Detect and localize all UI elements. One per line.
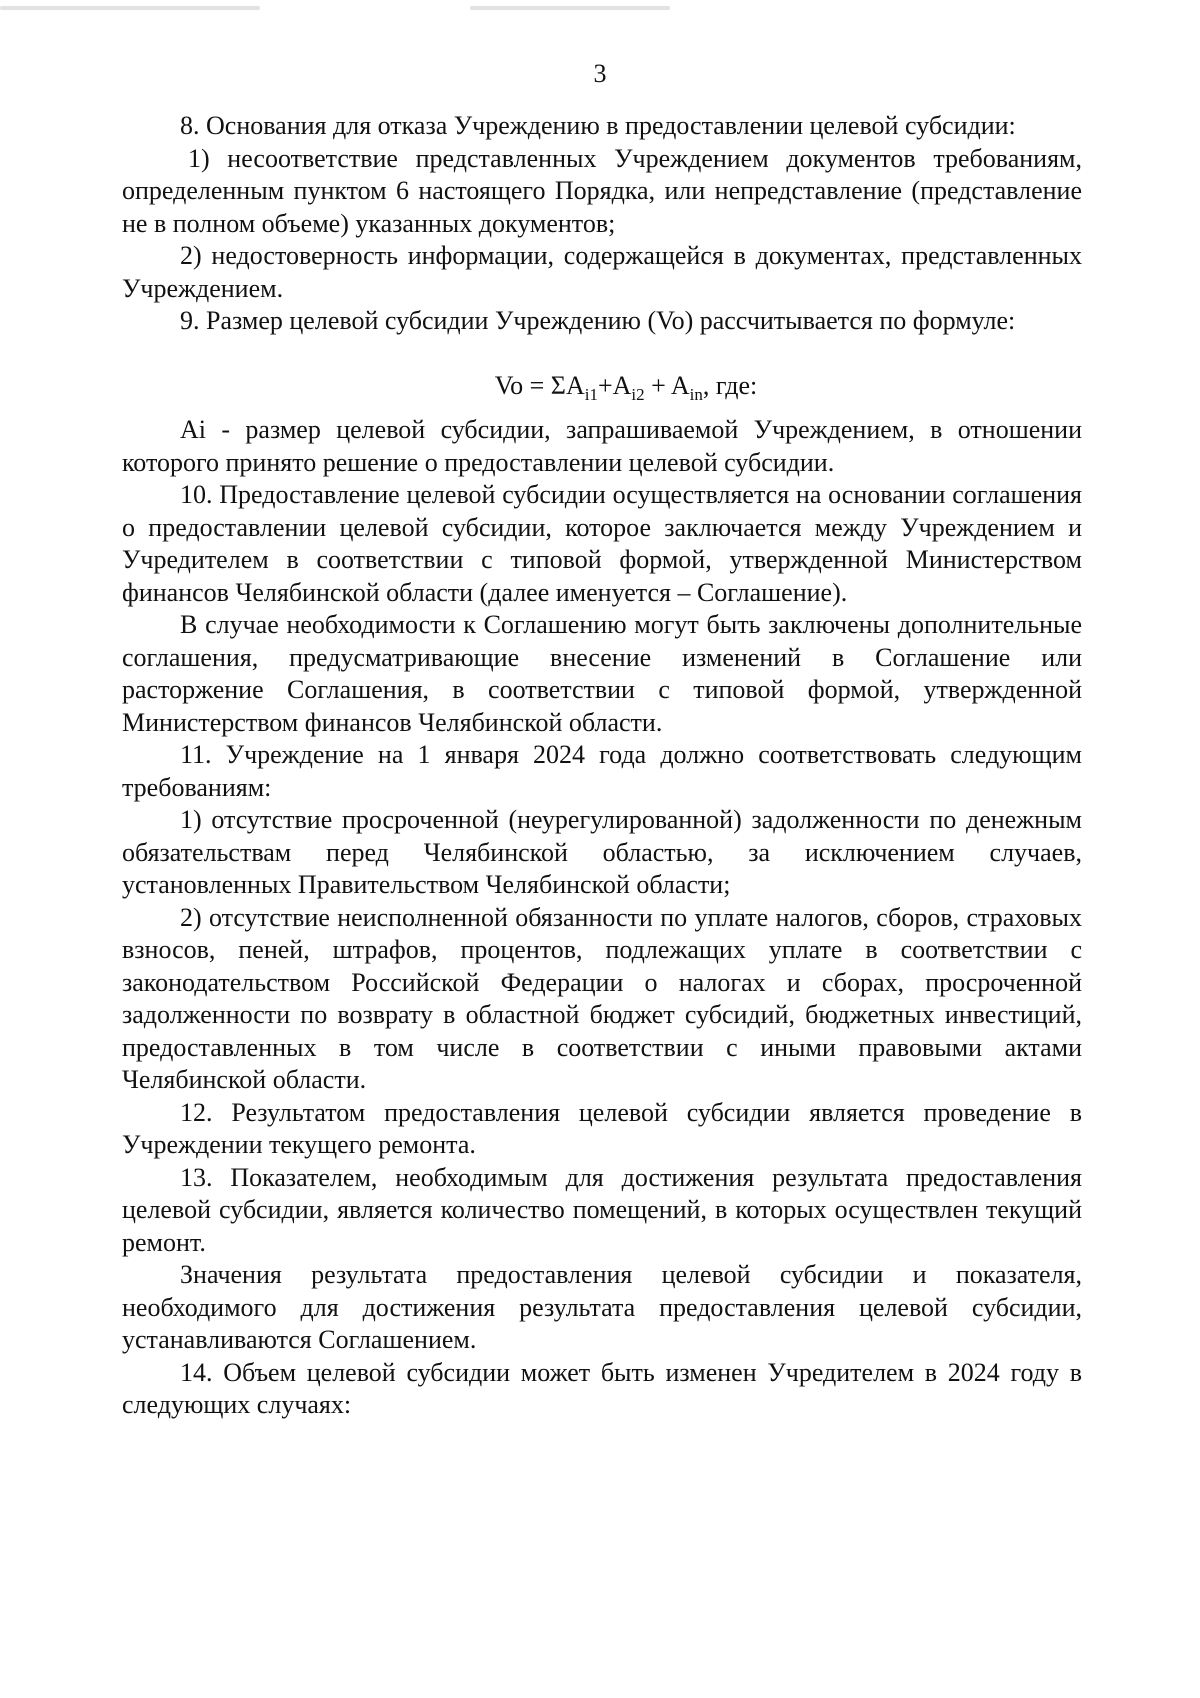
formula-plus-2: + A — [644, 370, 690, 400]
formula-definition-ai: Ai - размер целевой субсидии, запрашиваемой Учреждением, в отношении которого принято решение о предоставлении целевой субсидии. — [122, 415, 1082, 477]
paragraph-9: 9. Размер целевой субсидии Учреждению (Vo) рассчитывается по формуле: — [180, 306, 1016, 335]
paragraph-11-item-2: 2) отсутствие неисполненной обязанности по уплате налогов, сборов, страховых взносов, пеней, штрафов, процентов, подлежащих уплате в соответствии с законодательством Российской Федерации о налогах и сборах, просроченной задолженности по возврату в областной бюджет субсидий, бюджетных инвестиций, предоставленных в том числе в соответствии с иными правовыми актами Челябинской области. — [122, 902, 1082, 1094]
formula-plus-1: +A — [597, 370, 632, 400]
formula-sub-i2: i2 — [631, 384, 645, 404]
formula-lhs: Vo = ΣA — [494, 370, 585, 400]
paragraph-8-item-1: 1) несоответствие представленных Учреждением документов требованиям, определенным пунктом 6 настоящего Порядка, или непредставление (представление не в полном объеме) указанных документов; — [122, 143, 1082, 238]
paragraph-8-item-2: 2) недостоверность информации, содержащейся в документах, представленных Учреждением. — [122, 241, 1082, 303]
paragraph-14: 14. Объем целевой субсидии может быть изменен Учредителем в 2024 году в следующих случаях: — [122, 1357, 1082, 1419]
paragraph-13: 13. Показателем, необходимым для достижения результата предоставления целевой субсидии, является количество помещений, в которых осуществлен текущий ремонт. — [122, 1162, 1082, 1257]
paragraph-11-item-1: 1) отсутствие просроченной (неурегулированной) задолженности по денежным обязательствам перед Челябинской областью, за исключением случаев, установленных Правительством Челябинской области; — [122, 805, 1082, 899]
paragraph-13-continuation: Значения результата предоставления целевой субсидии и показателя, необходимого для достижения результата предоставления целевой субсидии, устанавливаются Соглашением. — [122, 1260, 1082, 1354]
formula-tail: , где: — [702, 370, 758, 400]
paragraph-10-continuation: В случае необходимости к Соглашению могут быть заключены дополнительные соглашения, предусматривающие внесение изменений в Соглашение или расторжение Соглашения, в соответствии с типовой формой, утвержденной Министерством финансов Челябинской области. — [122, 610, 1082, 737]
paragraph-12: 12. Результатом предоставления целевой субсидии является проведение в Учреждении текущего ремонта. — [122, 1097, 1082, 1159]
page-number: 3 — [593, 59, 607, 88]
scan-edge-artifact — [470, 6, 670, 10]
formula — [122, 370, 1082, 403]
formula-sub-i1: i1 — [584, 384, 598, 404]
document-body — [122, 110, 1082, 1422]
paragraph-8: 8. Основания для отказа Учреждению в предоставлении целевой субсидии: — [180, 111, 1016, 140]
scan-edge-artifact — [0, 6, 260, 10]
paragraph-10: 10. Предоставление целевой субсидии осуществляется на основании соглашения о предоставлении целевой субсидии, которое заключается между Учреждением и Учредителем в соответствии с типовой формой, утвержденной Министерством финансов Челябинской области (далее именуется – Соглашение). — [122, 480, 1082, 607]
formula-sub-in: in — [689, 384, 703, 404]
paragraph-11: 11. Учреждение на 1 января 2024 года должно соответствовать следующим требованиям: — [122, 740, 1082, 802]
